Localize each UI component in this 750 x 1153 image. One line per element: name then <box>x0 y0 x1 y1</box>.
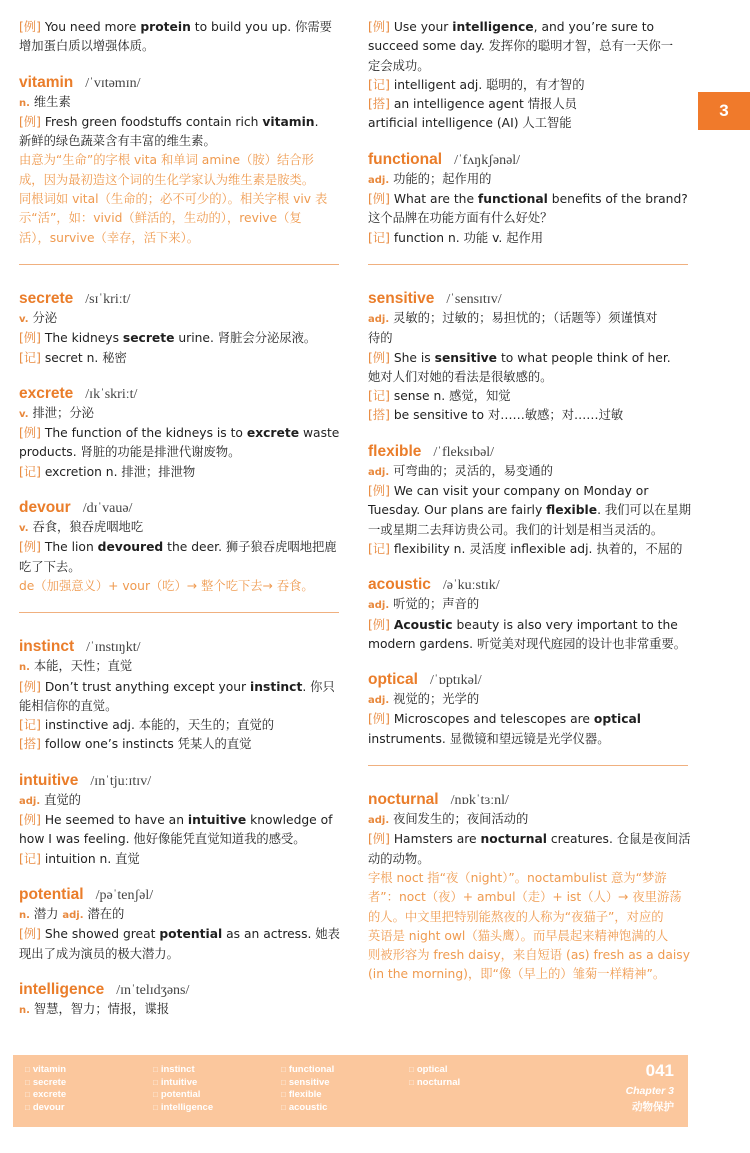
phonetic: /pəˈtenʃəl/ <box>95 887 154 903</box>
text-line <box>19 18 344 37</box>
text-line <box>368 190 693 209</box>
entry-acoustic <box>368 573 693 654</box>
chapter-tab: 3 <box>698 92 750 130</box>
mnemonic-note: (in the morning)，即“像（早上的）雏菊一样精神”。 <box>368 967 666 982</box>
text-line <box>368 18 693 37</box>
label-tag: [记] <box>368 389 390 404</box>
headword: intuitive <box>19 771 79 789</box>
text-segment: 一或星期二去拜访贵公司。我们的计划是相当灵活的。 <box>368 522 664 537</box>
label-tag: [例] <box>19 426 41 441</box>
text-segment: knowledge of <box>246 813 333 828</box>
headword-line <box>368 440 693 462</box>
entry-intuitive <box>19 769 344 869</box>
headword: vitamin <box>19 73 74 91</box>
section-divider <box>19 264 339 265</box>
section-divider <box>368 765 688 766</box>
part-of-speech: n. <box>19 909 30 921</box>
headword: sensitive <box>368 289 435 307</box>
text-segment: Fresh green foodstuffs contain rich <box>40 114 263 129</box>
headword: nocturnal <box>368 791 439 809</box>
text-segment: function n. 功能 v. 起作用 <box>389 230 544 245</box>
text-segment: 增加蛋白质以增强体质。 <box>19 39 155 54</box>
text-line <box>368 462 693 482</box>
mnemonic-note: 者”：noct（夜）+ ambul（走）+ ist（人）→ 夜里游荡 <box>368 890 682 905</box>
text-segment: artificial intelligence (AI) 人工智能 <box>368 116 572 131</box>
part-of-speech: n. <box>19 97 30 109</box>
text-line <box>19 850 344 869</box>
text-line <box>19 1000 344 1020</box>
headword: instinct <box>19 638 75 656</box>
entry-flexible <box>368 440 693 559</box>
definition: 功能的；起作用的 <box>393 171 492 186</box>
text-segment: an intelligence agent 情报人员 <box>389 97 577 112</box>
keyword: optical <box>593 712 642 727</box>
text-line <box>368 387 693 406</box>
text-line <box>368 95 693 114</box>
part-of-speech: adj. <box>368 174 390 186</box>
text-line <box>368 37 693 56</box>
headword: acoustic <box>368 576 431 594</box>
text-line <box>368 406 693 425</box>
headword: optical <box>368 671 418 689</box>
keyword: protein <box>140 20 191 34</box>
text-segment: He seemed to have an <box>40 813 188 828</box>
label-tag: [记] <box>19 464 41 479</box>
keyword: intuitive <box>187 813 247 828</box>
entry-vitamin <box>19 71 344 248</box>
text-line <box>368 349 693 368</box>
mnemonic-note: 活），survive（幸存，活下来）。 <box>19 230 200 245</box>
phonetic: /ˈvɪtəmɪn/ <box>85 75 141 91</box>
keyword: nocturnal <box>480 832 548 847</box>
label-tag: [记] <box>368 230 390 245</box>
phonetic: /sɪˈkriːt/ <box>85 291 131 307</box>
footer-word: □ sensitive <box>281 1077 334 1090</box>
headword-line <box>368 287 693 309</box>
entry-optical <box>368 668 693 749</box>
text-segment: 她对人们对她的看法是很敏感的。 <box>368 369 553 384</box>
text-line <box>19 735 344 754</box>
text-line <box>19 538 344 557</box>
keyword: Acoustic <box>393 617 453 632</box>
text-line <box>368 710 693 729</box>
label-tag: [例] <box>368 712 390 727</box>
phonetic: /ˈɪnstɪŋkt/ <box>86 640 141 656</box>
text-segment: 这个品牌在功能方面有什么好处？ <box>368 211 553 226</box>
phonetic: /dɪˈvauə/ <box>82 501 133 517</box>
text-line <box>368 482 693 501</box>
entry-secrete <box>19 287 344 368</box>
text-segment: follow one’s instincts 凭某人的直觉 <box>40 737 252 752</box>
text-segment: flexibility n. 灵活度 inflexible adj. 执着的，不屈的 <box>389 541 683 556</box>
headword: intelligence <box>19 980 105 998</box>
label-tag: [搭] <box>368 408 390 423</box>
keyword: intelligence <box>452 20 534 34</box>
label-tag: [例] <box>19 540 41 555</box>
mnemonic-note: 由意为“生命”的字根 vita 和单词 amine（胺）结合形 <box>19 153 314 168</box>
keyword: vitamin <box>262 114 315 129</box>
part-of-speech: adj. <box>62 909 84 921</box>
text-segment: urine. 肾脏会分泌尿液。 <box>174 331 317 346</box>
keyword: functional <box>477 192 548 207</box>
entry-devour <box>19 496 344 596</box>
phonetic: /ˈfleksɪbəl/ <box>433 444 495 460</box>
definition: 视觉的；光学的 <box>393 692 480 707</box>
label-tag: [例] <box>368 484 390 499</box>
text-segment: products. 肾脏的功能是排泄代谢废物。 <box>19 445 241 460</box>
mnemonic-note: 则被形容为 fresh daisy，来自短语 (as) fresh as a daisy <box>368 948 690 963</box>
text-segment: excretion n. 排泄；排泄物 <box>40 464 196 479</box>
phonetic: /nɒkˈtɜːnl/ <box>450 793 509 809</box>
text-segment: Microscopes and telescopes are <box>389 712 594 727</box>
mnemonic-note: 字根 noct 指“夜（night）”。noctambulist 意为“梦游 <box>368 870 667 885</box>
text-line <box>368 810 693 830</box>
mnemonic-note: 示“活”，如：vivid（鲜活的，生动的），revive（复 <box>19 211 302 226</box>
definition: 可弯曲的；灵活的，易变通的 <box>393 463 553 478</box>
text-segment: modern gardens. 听觉美对现代庭园的设计也非常重要。 <box>368 636 687 651</box>
part-of-speech: adj. <box>368 695 390 707</box>
headword-line <box>19 883 344 905</box>
text-line <box>19 811 344 830</box>
text-segment: be sensitive to 对……敏感；对……过敏 <box>389 408 624 423</box>
part-of-speech: v. <box>19 313 29 325</box>
label-tag: [例] <box>368 617 390 632</box>
text-segment: . 我们可以在星期 <box>597 503 692 518</box>
headword: devour <box>19 499 71 517</box>
footer-word: □ acoustic <box>281 1102 334 1115</box>
text-line <box>19 558 344 577</box>
label-tag: [记] <box>368 541 390 556</box>
text-line <box>19 132 344 151</box>
definition: 吞食，狼吞虎咽地吃 <box>32 520 144 535</box>
part-of-speech: v. <box>19 523 29 535</box>
definition: 夜间发生的；夜间活动的 <box>393 812 529 827</box>
footer-column-4 <box>409 1064 460 1089</box>
label-tag: [搭] <box>368 97 390 112</box>
definition: 分泌 <box>32 310 58 325</box>
entry-potential <box>19 883 344 964</box>
text-line <box>368 501 693 520</box>
phonetic: /ˈfʌŋkʃənəl/ <box>454 152 521 168</box>
label-tag: [例] <box>19 20 41 34</box>
definition: 本能，天性；直觉 <box>33 659 133 674</box>
text-segment: sense n. 感觉，知觉 <box>389 389 511 404</box>
mnemonic-note: 成，因为最初造这个词的生化学家认为维生素是胺类。 <box>19 172 315 187</box>
continued-example <box>368 18 693 134</box>
text-line <box>368 616 693 635</box>
definition: 智慧，智力；情报，谍报 <box>33 1001 170 1016</box>
text-segment: 待的 <box>368 331 393 346</box>
page-number: 041 <box>645 1061 674 1080</box>
text-line <box>19 905 344 925</box>
text-line <box>19 424 344 443</box>
mnemonic-note: 的人。中文里把特别能熬夜的人称为“夜猫子”，对应的 <box>368 909 664 924</box>
text-segment: You need more <box>40 20 141 34</box>
entry-functional <box>368 148 693 248</box>
text-segment: , and you’re sure to <box>533 20 655 34</box>
text-segment: 动的动物。 <box>368 851 430 866</box>
text-line <box>19 925 344 944</box>
text-segment: to build you up. 你需要 <box>190 20 332 34</box>
text-segment: secret n. 秘密 <box>40 350 127 365</box>
text-line <box>368 76 693 95</box>
text-segment: The lion <box>40 540 98 555</box>
text-segment: intelligent adj. 聪明的，有才智的 <box>389 77 585 92</box>
footer-word: □ intelligence <box>153 1102 213 1115</box>
label-tag: [记] <box>19 350 41 365</box>
part-of-speech: v. <box>19 408 29 420</box>
text-segment: We can visit your company on Monday or <box>389 484 649 499</box>
footer-column-1 <box>25 1064 66 1114</box>
part-of-speech: adj. <box>368 600 390 612</box>
text-segment: how I was feeling. 他好像能凭直觉知道我的感受。 <box>19 832 306 847</box>
label-tag: [例] <box>368 832 390 847</box>
text-line <box>19 93 344 113</box>
mnemonic-note: 同根词如 vital（生命的；必不可少的）。相关字根 viv 表 <box>19 192 328 207</box>
part-of-speech: adj. <box>368 466 390 478</box>
phonetic: /əˈkuːstɪk/ <box>442 578 500 594</box>
label-tag: [记] <box>368 77 390 92</box>
footer-word: □ functional <box>281 1064 334 1077</box>
footer-word: □ devour <box>25 1102 66 1115</box>
footer-word: □ instinct <box>153 1064 213 1077</box>
part-of-speech: adj. <box>368 815 390 827</box>
part-of-speech: n. <box>19 662 30 674</box>
text-segment: The function of the kidneys is to <box>40 426 247 441</box>
label-tag: [记] <box>19 851 41 866</box>
text-line <box>368 57 693 76</box>
footer-word: □ excrete <box>25 1089 66 1102</box>
part-of-speech: n. <box>19 1004 30 1016</box>
headword: functional <box>368 150 443 168</box>
section-divider <box>368 264 688 265</box>
phonetic: /ɪkˈskriːt/ <box>85 386 138 402</box>
label-tag: [搭] <box>19 737 41 752</box>
headword-line <box>368 788 693 810</box>
text-segment: The kidneys <box>40 331 123 346</box>
text-line <box>19 443 344 462</box>
definition: 听觉的；声音的 <box>393 597 480 612</box>
footer-word: □ vitamin <box>25 1064 66 1077</box>
headword-line <box>19 382 344 404</box>
text-segment: Don’t trust anything except your <box>40 679 251 694</box>
text-line <box>368 595 693 615</box>
keyword: instinct <box>250 679 303 694</box>
text-segment: to what people think of her. <box>497 350 671 365</box>
text-segment: What are the <box>389 192 478 207</box>
text-line <box>368 850 693 869</box>
headword-line <box>19 635 344 657</box>
text-segment: intuition n. 直觉 <box>40 851 140 866</box>
chapter-title: 动物保护 <box>632 1101 674 1113</box>
text-segment: Tuesday. Our plans are fairly <box>368 503 547 518</box>
text-line <box>368 830 693 849</box>
text-line <box>19 657 344 677</box>
keyword: secrete <box>122 331 175 346</box>
text-line <box>368 209 693 228</box>
chapter-label: Chapter 3 <box>625 1085 674 1097</box>
keyword: flexible <box>546 503 598 518</box>
entry-instinct <box>19 635 344 754</box>
label-tag: [例] <box>19 813 41 828</box>
phonetic: /ˈsensɪtɪv/ <box>446 291 502 307</box>
headword-line <box>19 978 344 1000</box>
label-tag: [例] <box>19 927 41 942</box>
text-line <box>19 404 344 424</box>
text-line <box>368 114 693 133</box>
footer-column-3 <box>281 1064 334 1114</box>
text-line <box>19 37 344 56</box>
text-segment: creatures. 仓鼠是夜间活 <box>547 832 691 847</box>
definition: 直觉的 <box>44 792 81 807</box>
footer-word: □ secrete <box>25 1077 66 1090</box>
part-of-speech: adj. <box>368 313 390 325</box>
headword: flexible <box>368 442 422 460</box>
text-line <box>368 635 693 654</box>
text-line <box>368 730 693 749</box>
headword-line <box>19 769 344 791</box>
part-of-speech: adj. <box>19 795 41 807</box>
entry-sensitive <box>368 287 693 426</box>
text-segment: 现出了成为演员的极大潜力。 <box>19 946 179 961</box>
headword-line <box>19 496 344 518</box>
phonetic: /ɪnˈtjuːɪtɪv/ <box>90 773 152 789</box>
text-line <box>368 229 693 248</box>
section-divider <box>19 612 339 613</box>
label-tag: [例] <box>368 350 390 365</box>
text-segment: 吃了下去。 <box>19 559 81 574</box>
headword-line <box>368 148 693 170</box>
text-segment: beauty is also very important to the <box>452 617 678 632</box>
entry-intelligence <box>19 978 344 1020</box>
text-segment: succeed some day. 发挥你的聪明才智，总有一天你一 <box>368 39 674 54</box>
text-line <box>368 690 693 710</box>
definition: 维生素 <box>33 94 71 109</box>
keyword: devoured <box>97 540 164 555</box>
text-line <box>19 113 344 132</box>
definition: 灵敏的；过敏的；易担忧的；（话题等）须谨慎对 <box>393 310 658 325</box>
footer-word: □ potential <box>153 1089 213 1102</box>
right-column <box>368 18 693 999</box>
text-line <box>368 521 693 540</box>
footer-word: □ flexible <box>281 1089 334 1102</box>
text-segment: She showed great <box>40 927 160 942</box>
label-tag: [例] <box>368 192 390 207</box>
keyword: excrete <box>246 426 300 441</box>
text-segment: the deer. 狮子狼吞虎咽地把鹿 <box>163 540 337 555</box>
text-segment: instinctive adj. 本能的，天生的；直觉的 <box>40 718 275 733</box>
text-line <box>19 945 344 964</box>
footer-word: □ optical <box>409 1064 460 1077</box>
mnemonic-note: de（加强意义）+ vour（吃）→ 整个吃下去→ 吞食。 <box>19 578 314 593</box>
definition: 潜力 <box>33 906 59 921</box>
text-segment: . <box>314 114 319 129</box>
headword-line <box>19 287 344 309</box>
headword-line <box>368 573 693 595</box>
text-line <box>19 309 344 329</box>
text-segment: waste <box>299 426 340 441</box>
footer-column-2 <box>153 1064 213 1114</box>
keyword: potential <box>159 927 223 942</box>
text-line <box>19 791 344 811</box>
footer-word: □ intuitive <box>153 1077 213 1090</box>
definition: 潜在的 <box>87 906 125 921</box>
text-line <box>19 716 344 735</box>
text-segment: 能相信你的直觉。 <box>19 698 118 713</box>
footer-word: □ nocturnal <box>409 1077 460 1090</box>
left-column <box>19 18 344 1034</box>
label-tag: [例] <box>368 20 390 34</box>
label-tag: [例] <box>19 114 41 129</box>
text-segment: instruments. 显微镜和望远镜是光学仪器。 <box>368 731 610 746</box>
text-line <box>19 518 344 538</box>
text-segment: . 你只 <box>302 679 335 694</box>
text-line <box>368 309 693 329</box>
text-segment: She is <box>389 350 435 365</box>
text-segment: Hamsters are <box>389 832 481 847</box>
entry-excrete <box>19 382 344 482</box>
label-tag: [例] <box>19 331 41 346</box>
entry-nocturnal <box>368 788 693 985</box>
text-line <box>19 329 344 348</box>
definition: 排泄；分泌 <box>32 405 94 420</box>
footer-index <box>13 1055 688 1127</box>
headword: excrete <box>19 384 74 402</box>
text-segment: 新鲜的绿色蔬菜含有丰富的维生素。 <box>19 134 216 149</box>
headword: secrete <box>19 289 74 307</box>
label-tag: [例] <box>19 679 41 694</box>
text-line <box>19 349 344 368</box>
text-line <box>19 678 344 697</box>
text-line <box>19 463 344 482</box>
mnemonic-note: 英语是 night owl（猫头鹰）。而早晨起来精神饱满的人 <box>368 928 669 943</box>
keyword: sensitive <box>434 350 498 365</box>
text-line <box>19 830 344 849</box>
text-segment: as an actress. 她表 <box>222 927 340 942</box>
text-line <box>368 540 693 559</box>
phonetic: /ɪnˈtelɪdʒəns/ <box>116 982 190 998</box>
text-segment: 定会成功。 <box>368 58 430 73</box>
phonetic: /ˈɒptɪkəl/ <box>429 673 482 689</box>
text-line <box>19 697 344 716</box>
headword-line <box>19 71 344 93</box>
headword-line <box>368 668 693 690</box>
text-line <box>368 170 693 190</box>
headword: potential <box>19 885 84 903</box>
text-segment: Use your <box>389 20 453 34</box>
continued-example <box>19 18 344 57</box>
text-line <box>368 329 693 348</box>
text-line <box>368 368 693 387</box>
text-segment: benefits of the brand? <box>547 192 688 207</box>
label-tag: [记] <box>19 718 41 733</box>
